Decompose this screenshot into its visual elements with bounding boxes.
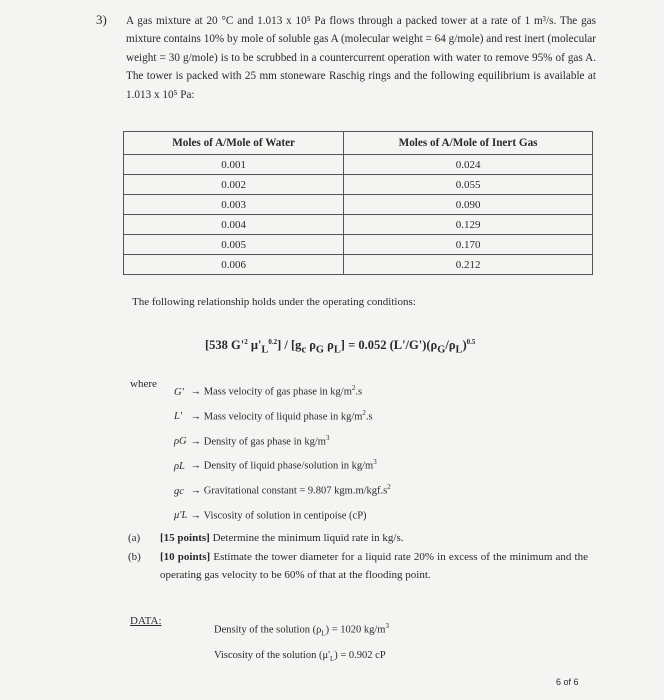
question-parts xyxy=(128,529,588,585)
equilibrium-table xyxy=(123,131,593,275)
viscosity-line: Viscosity of the solution $(\mu'_L) = 0.902$ cP xyxy=(214,649,386,663)
table-header-row xyxy=(124,132,593,155)
arrow-icon: → xyxy=(190,411,202,423)
table-cell: 0.129 xyxy=(344,215,593,235)
definition-item: L' → Mass velocity of liquid phase in $kg/m^2.s$ xyxy=(174,408,373,423)
table-cell: 0.006 xyxy=(124,255,344,275)
table-row xyxy=(124,195,593,215)
page-number: 6 of 6 xyxy=(556,677,579,687)
question-intro: A gas mixture at 20 °C and 1.013 x 10⁵ Pa flows through a packed tower at a rate of 1 m³/s. The gas mixture contains 10% by mole of soluble gas A (molecular weight = 64 g/mole) and rest inert (molecular weight = 30 g/mole) is to be scrubbed in a countercurrent operation with water to remove 95% of gas A. The tower is packed with 25 mm stoneware Raschig rings and the following equilibrium is available at 1.013 x 10⁵ Pa: xyxy=(126,15,596,101)
definition-item: ρL → Density of liquid phase/solution in $kg/m^3$ xyxy=(174,458,377,472)
table-cell: 0.004 xyxy=(124,215,344,235)
table-row xyxy=(124,175,593,195)
variable-definitions xyxy=(174,378,391,527)
arrow-icon: → xyxy=(190,510,202,522)
arrow-icon: → xyxy=(190,386,202,398)
header-moles-water: Moles of A/Mole of Water xyxy=(124,132,344,155)
part-b: (b) [10 points] Estimate the tower diameter for a liquid rate 20% in excess of the minimum and the operating gas velocity to be 60% of that at the flooding point. xyxy=(128,550,589,581)
table-cell: 0.212 xyxy=(344,255,593,275)
density-line: Density of the solution $(\rho_L) = 1020$ $kg/m^3$ xyxy=(214,622,389,638)
where-label: where xyxy=(130,378,157,390)
table-cell: 0.005 xyxy=(124,235,344,255)
table-cell: 0.170 xyxy=(344,235,593,255)
part-a: (a) [15 points] Determine the minimum liquid rate in kg/s. xyxy=(128,532,404,544)
table-cell: 0.090 xyxy=(344,195,593,215)
table-cell: 0.001 xyxy=(124,155,344,175)
definition-item: μ'L → Viscosity of solution in centipoise (cP) xyxy=(174,510,367,522)
data-values xyxy=(214,615,389,670)
data-label: DATA: xyxy=(130,615,162,627)
operating-formula: [538 $G'^2$ $\mu'_L^{0.2}] / [g_c$ $\rho_G$ $\rho_L] = 0.052$ $(L'/G')(\rho_G/\rho_L)^{0.5}$ xyxy=(205,338,476,356)
arrow-icon: → xyxy=(190,460,202,472)
definition-item: G' → Mass velocity of gas phase in $kg/m^2.s$ xyxy=(174,384,363,398)
arrow-icon: → xyxy=(190,436,202,448)
definition-item: gc → Gravitational constant = 9.807 $kgm.m/kgf.s^2$ xyxy=(174,483,391,497)
table-cell: 0.024 xyxy=(344,155,593,175)
relationship-text: The following relationship holds under the operating conditions: xyxy=(132,296,416,308)
table-row xyxy=(124,215,593,235)
arrow-icon: → xyxy=(190,485,202,497)
table-row xyxy=(124,155,593,175)
table-cell: 0.002 xyxy=(124,175,344,195)
table-cell: 0.003 xyxy=(124,195,344,215)
table-row xyxy=(124,235,593,255)
definition-item: ρG → Density of gas phase in $kg/m^3$ xyxy=(174,433,330,448)
header-moles-inert: Moles of A/Mole of Inert Gas xyxy=(344,132,593,155)
table-cell: 0.055 xyxy=(344,175,593,195)
question-number: 3) xyxy=(96,12,107,27)
table-row xyxy=(124,255,593,275)
